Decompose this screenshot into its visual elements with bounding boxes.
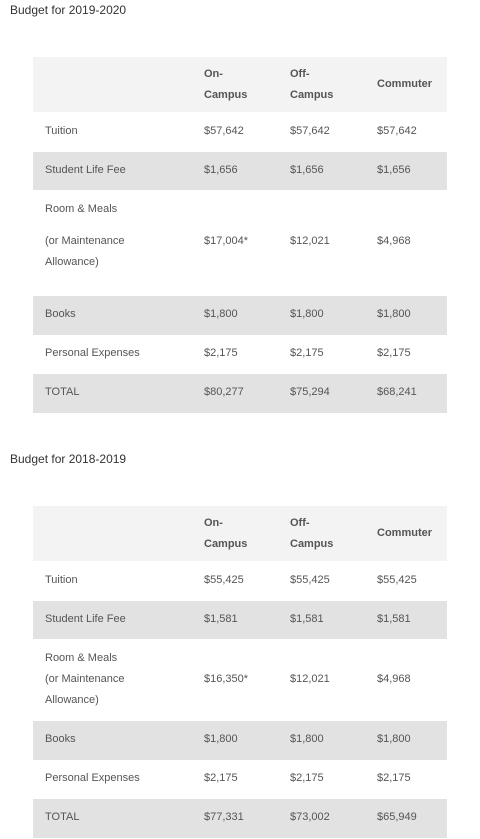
commuter-value: $68,241 [377, 386, 417, 398]
header-on-campus: On- Campus [204, 517, 248, 550]
on-campus-value: $55,425 [204, 574, 244, 586]
section-title: Budget for 2019-2020 [10, 3, 127, 17]
row-label: TOTAL [45, 386, 80, 398]
commuter-value: $1,656 [377, 164, 411, 176]
table-total-row [33, 799, 447, 838]
row-label: Room & Meals (or Maintenance Allowance) [45, 203, 125, 268]
off-campus-value: $12,021 [290, 235, 330, 247]
commuter-value: $4,968 [377, 235, 411, 247]
row-label: Student Life Fee [45, 613, 126, 625]
table-header-row [33, 57, 447, 112]
on-campus-value: $2,175 [204, 347, 238, 359]
off-campus-value: $75,294 [290, 386, 330, 398]
table-row [33, 296, 447, 335]
table-row [33, 601, 447, 639]
off-campus-value: $57,642 [290, 125, 330, 137]
table-row [33, 152, 447, 190]
off-campus-value: $73,002 [290, 811, 330, 823]
on-campus-value: $57,642 [204, 125, 244, 137]
off-campus-value: $12,021 [290, 673, 330, 685]
commuter-value: $2,175 [377, 347, 411, 359]
section-title: Budget for 2018-2019 [10, 452, 127, 466]
header-commuter: Commuter [377, 78, 433, 90]
off-campus-value: $1,656 [290, 164, 324, 176]
table-header-row [33, 506, 447, 561]
on-campus-value: $1,800 [204, 733, 238, 745]
commuter-value: $1,800 [377, 308, 411, 320]
commuter-value: $65,949 [377, 811, 417, 823]
budget-table-2018-2019 [33, 506, 447, 838]
off-campus-value: $2,175 [290, 347, 324, 359]
on-campus-value: $1,800 [204, 308, 238, 320]
commuter-value: $2,175 [377, 772, 411, 784]
commuter-value: $57,642 [377, 125, 417, 137]
off-campus-value: $2,175 [290, 772, 324, 784]
commuter-value: $55,425 [377, 574, 417, 586]
commuter-value: $4,968 [377, 673, 411, 685]
on-campus-value: $80,277 [204, 386, 244, 398]
header-commuter: Commuter [377, 527, 433, 539]
row-label: Books [45, 308, 76, 320]
table-row [33, 561, 447, 601]
header-on-campus: On- Campus [204, 68, 248, 101]
on-campus-value: $2,175 [204, 772, 238, 784]
table-row [33, 112, 447, 152]
table-row [33, 639, 447, 721]
table-row [33, 335, 447, 374]
table-total-row [33, 374, 447, 413]
row-label: Personal Expenses [45, 772, 140, 784]
on-campus-value: $17,004* [204, 235, 249, 247]
row-label: Student Life Fee [45, 164, 126, 176]
row-label: TOTAL [45, 811, 80, 823]
table-row [33, 760, 447, 799]
budget-table-2019-2020 [33, 57, 447, 413]
row-label: Personal Expenses [45, 347, 140, 359]
row-label: Room & Meals (or Maintenance Allowance) [45, 652, 125, 706]
on-campus-value: $77,331 [204, 811, 244, 823]
on-campus-value: $1,656 [204, 164, 238, 176]
on-campus-value: $16,350* [204, 673, 249, 685]
commuter-value: $1,581 [377, 613, 411, 625]
off-campus-value: $1,800 [290, 733, 324, 745]
table-row [33, 721, 447, 760]
header-off-campus: Off- Campus [290, 68, 334, 101]
off-campus-value: $1,581 [290, 613, 324, 625]
row-label: Tuition [45, 574, 78, 586]
header-off-campus: Off- Campus [290, 517, 334, 550]
off-campus-value: $55,425 [290, 574, 330, 586]
row-label: Tuition [45, 125, 78, 137]
row-label: Books [45, 733, 76, 745]
on-campus-value: $1,581 [204, 613, 238, 625]
off-campus-value: $1,800 [290, 308, 324, 320]
table-row [33, 190, 447, 296]
commuter-value: $1,800 [377, 733, 411, 745]
